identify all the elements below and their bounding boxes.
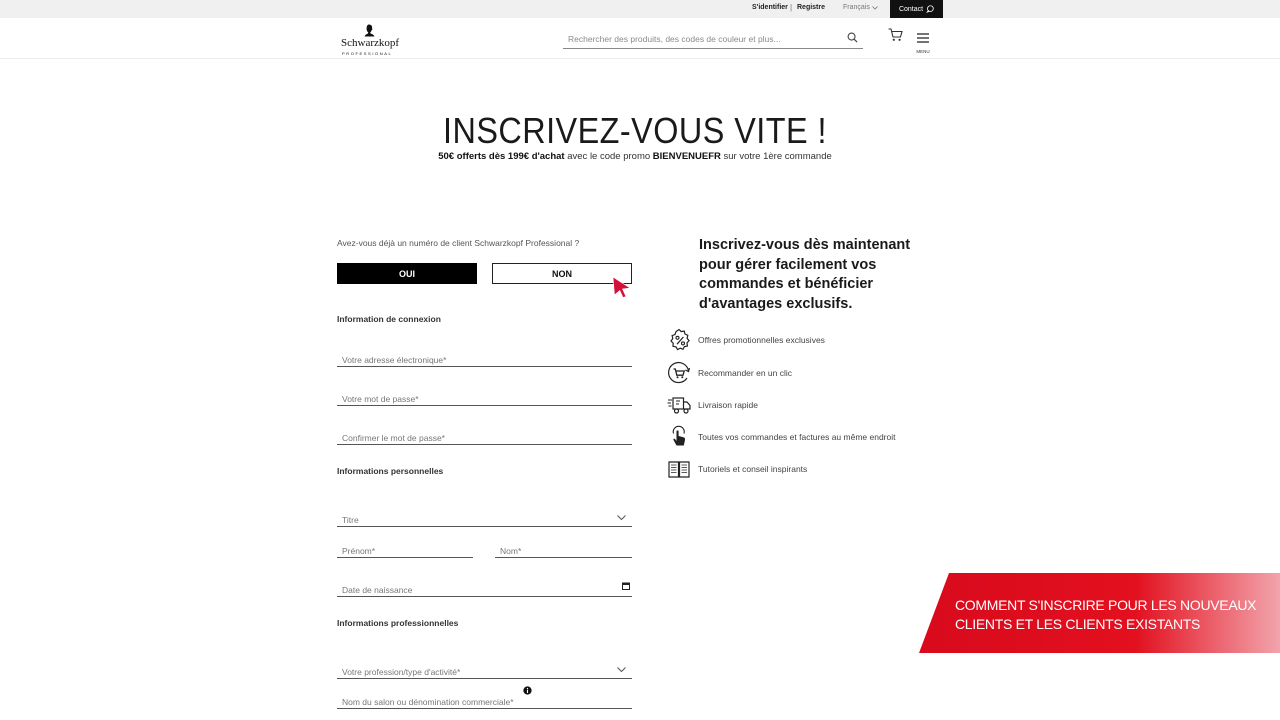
salon-name-input[interactable] [337,697,632,707]
contact-label: Contact [898,5,924,13]
silhouette-logo-icon [364,24,375,37]
yes-button[interactable]: OUI [337,263,477,284]
cart-icon[interactable] [888,28,903,42]
benefit-label: Livraison rapide [698,400,759,410]
benefit-label: Toutes vos commandes et factures au même endroit [698,432,896,442]
menu-label: MENU [916,49,930,54]
password-field [337,389,632,406]
search-input[interactable] [563,30,843,48]
promo-offer: 50€ offerts dès 199€ d'achat [438,151,565,162]
login-section-heading: Information de connexion [337,314,441,324]
promo-end-text: sur votre 1ère commande [720,151,832,162]
register-link[interactable]: Registre [797,4,826,11]
chevron-down-icon [872,6,878,10]
info-icon[interactable] [523,686,532,695]
benefit-label: Recommander en un clic [698,368,793,378]
chevron-down-icon [617,515,626,521]
hamburger-menu-icon [916,33,930,43]
benefit-label: Tutoriels et conseil inspirants [698,464,808,474]
lastname-field [495,541,632,558]
caption-text: COMMENT S'INSCRIRE POUR LES NOUVEAUX CLIENTS ET LES CLIENTS EXISTANTS [955,597,1257,632]
customer-number-question: Avez-vous déjà un numéro de client Schwarzkopf Professional ? [337,238,580,248]
topbar-separator: | [790,3,793,12]
lastname-input[interactable] [495,546,632,556]
profession-select[interactable] [337,662,632,679]
search-icon[interactable] [847,32,858,43]
birthdate-input[interactable] [337,585,632,595]
personal-section-heading: Informations personnelles [337,466,444,476]
benefit-item [667,328,825,352]
confirm-password-input[interactable] [337,433,632,443]
benefit-item [667,425,895,449]
logo-subtext: PROFESSIONAL [342,51,393,56]
open-book-icon [667,457,691,481]
salon-name-field [337,692,632,709]
site-header [0,18,1280,59]
title-select-input[interactable] [337,515,632,525]
logo-text: Schwarzkopf [341,37,400,49]
benefits-headline: Inscrivez-vous dès maintenant pour gérer facilement vos commandes et bénéficier d'avantages exclusifs. [699,237,911,312]
signin-link[interactable]: S'identifier [752,4,788,11]
percent-badge-icon [667,328,691,352]
no-button[interactable]: NON [492,263,632,284]
firstname-input[interactable] [337,546,473,556]
language-selector[interactable] [843,4,878,11]
benefit-item [667,393,758,417]
title-select[interactable] [337,510,632,527]
benefit-label: Offres promotionnelles exclusives [698,335,825,345]
contact-button[interactable] [890,0,943,18]
chat-bubble-icon [926,5,934,13]
promo-code: BIENVENUEFR [652,151,721,162]
menu-button[interactable] [915,30,931,54]
firstname-field [337,541,473,558]
professional-section-heading: Informations professionnelles [337,618,459,628]
search-bar [563,30,863,49]
chevron-down-icon [617,667,626,673]
email-input[interactable] [337,355,632,365]
top-utility-bar [0,0,1280,18]
password-input[interactable] [337,394,632,404]
cart-reorder-icon [667,361,691,385]
confirm-password-field [337,428,632,445]
benefit-item [667,457,807,481]
promo-mid-text: avec le code promo [564,151,653,162]
calendar-icon[interactable] [622,582,630,590]
schwarzkopf-logo[interactable] [341,24,401,54]
email-field [337,350,632,367]
benefit-item [667,361,792,385]
promo-subtitle [0,151,1270,162]
page-title: INSCRIVEZ-VOUS VITE ! [443,110,827,151]
birthdate-field [337,580,632,597]
profession-select-input[interactable] [337,667,632,677]
delivery-truck-icon [667,393,691,417]
mouse-cursor-icon [612,276,632,298]
touch-hand-icon [667,425,691,449]
language-label: Français [843,4,870,11]
